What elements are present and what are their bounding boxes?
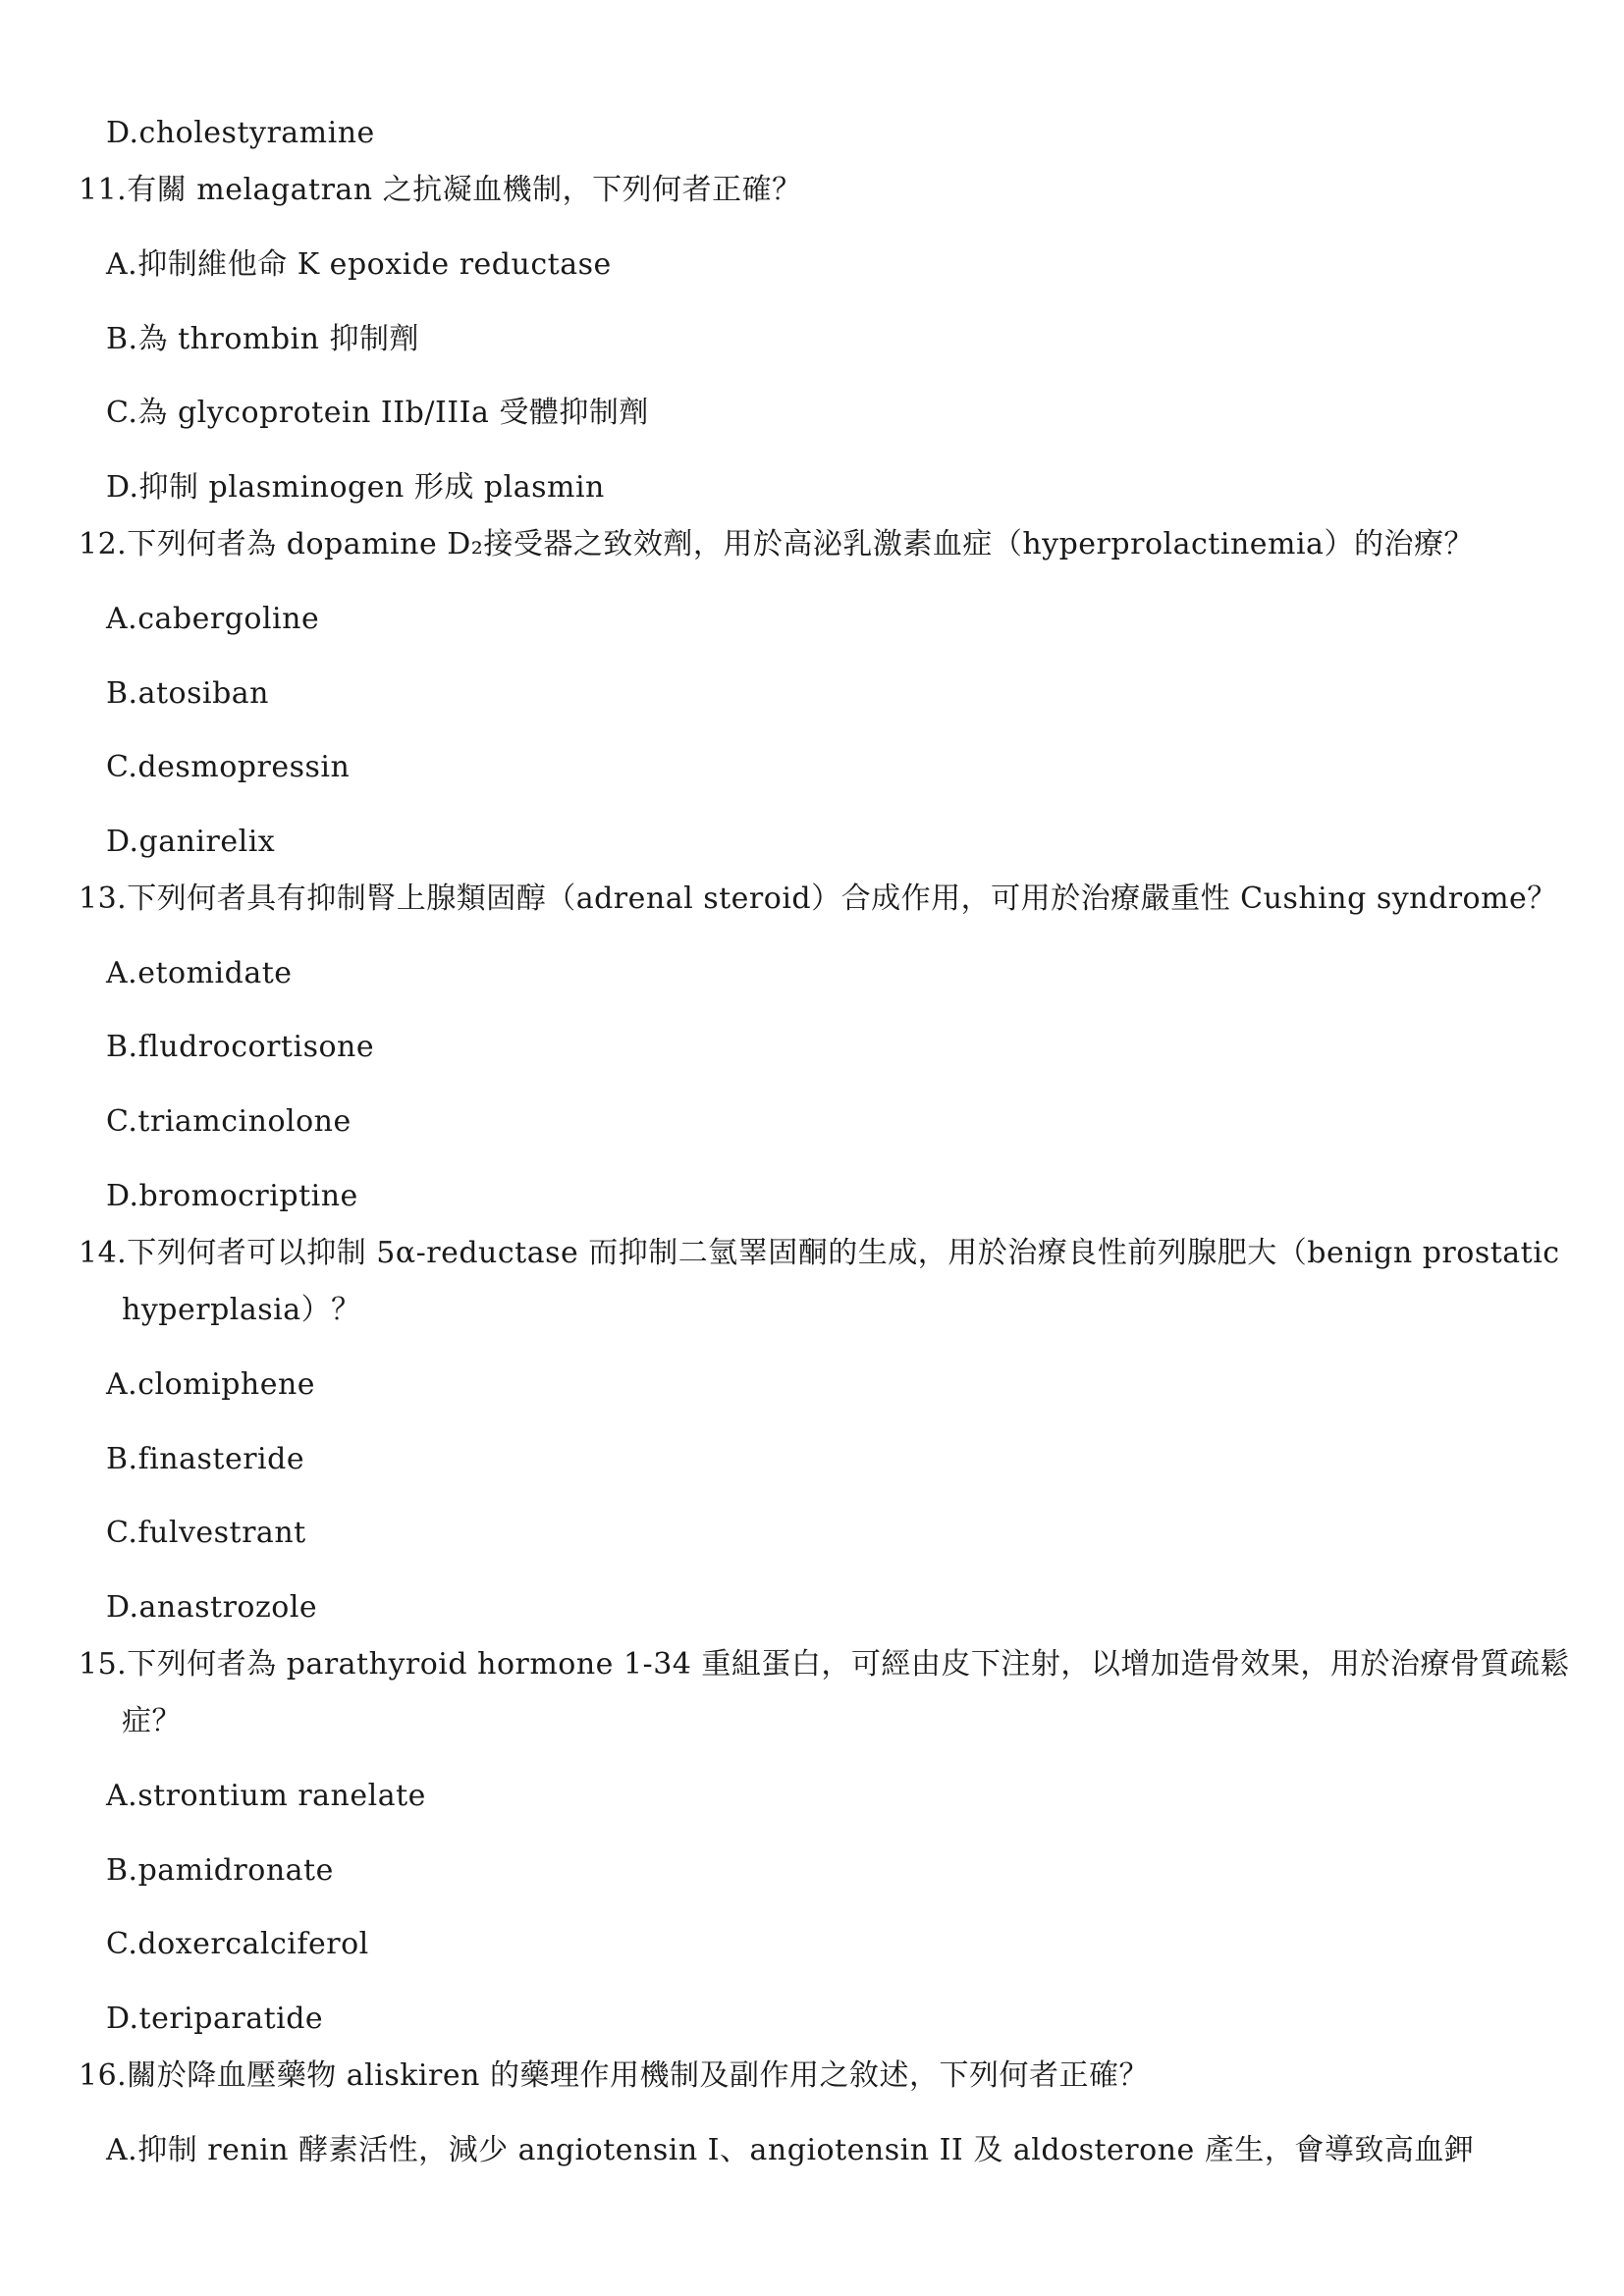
option-14-c: C.fulvestrant [106, 1516, 306, 1550]
option-12-c: C.desmopressin [106, 750, 351, 784]
option-11-b: B.為 thrombin 抑制劑 [106, 322, 420, 356]
question-16: 16.關於降血壓藥物 aliskiren 的藥理作用機制及副作用之敘述，下列何者正確？ [79, 2058, 1149, 2093]
question-14: 14.下列何者可以抑制 5α-reductase 而抑制二氫睪固酮的生成，用於治療良性前列腺肥大（benign prostatic [79, 1236, 1560, 1270]
option-13-d: D.bromocriptine [106, 1179, 358, 1213]
option-11-a: A.抑制維他命 K epoxide reductase [106, 247, 612, 282]
text-line-1: D.cholestyramine [106, 116, 375, 150]
question-13: 13.下列何者具有抑制腎上腺類固醇（adrenal steroid）合成作用，可用於治療嚴重性 Cushing syndrome？ [79, 881, 1557, 916]
option-15-a: A.strontium ranelate [106, 1779, 426, 1813]
option-15-b: B.pamidronate [106, 1853, 334, 1888]
option-15-d: D.teriparatide [106, 2002, 324, 2036]
question-15: 15.下列何者為 parathyroid hormone 1-34 重組蛋白，可經由皮下注射，以增加造骨效果，用於治療骨質疏鬆 [79, 1647, 1570, 1682]
question-15-cont: 症？ [122, 1704, 182, 1738]
option-14-d: D.anastrozole [106, 1590, 318, 1625]
option-14-a: A.clomiphene [106, 1367, 316, 1402]
option-11-c: C.為 glycoprotein IIb/IIIa 受體抑制劑 [106, 396, 649, 430]
question-12: 12.下列何者為 dopamine D₂接受器之致效劑，用於高泌乳激素血症（hyperprolactinemia）的治療？ [79, 527, 1474, 561]
option-12-b: B.atosiban [106, 676, 269, 711]
option-13-b: B.fludrocortisone [106, 1030, 375, 1064]
option-12-a: A.cabergoline [106, 602, 320, 636]
option-13-c: C.triamcinolone [106, 1104, 352, 1139]
option-13-a: A.etomidate [106, 956, 293, 990]
option-16-a: A.抑制 renin 酵素活性，減少 angiotensin I、angiotensin II 及 aldosterone 產生，會導致高血鉀 [106, 2133, 1475, 2167]
option-15-c: C.doxercalciferol [106, 1927, 369, 1961]
question-14-cont: hyperplasia）？ [122, 1293, 361, 1327]
option-14-b: B.finasteride [106, 1442, 305, 1476]
option-11-d: D.抑制 plasminogen 形成 plasmin [106, 470, 605, 505]
question-11: 11.有關 melagatran 之抗凝血機制，下列何者正確？ [79, 173, 802, 207]
option-12-d: D.ganirelix [106, 825, 276, 859]
